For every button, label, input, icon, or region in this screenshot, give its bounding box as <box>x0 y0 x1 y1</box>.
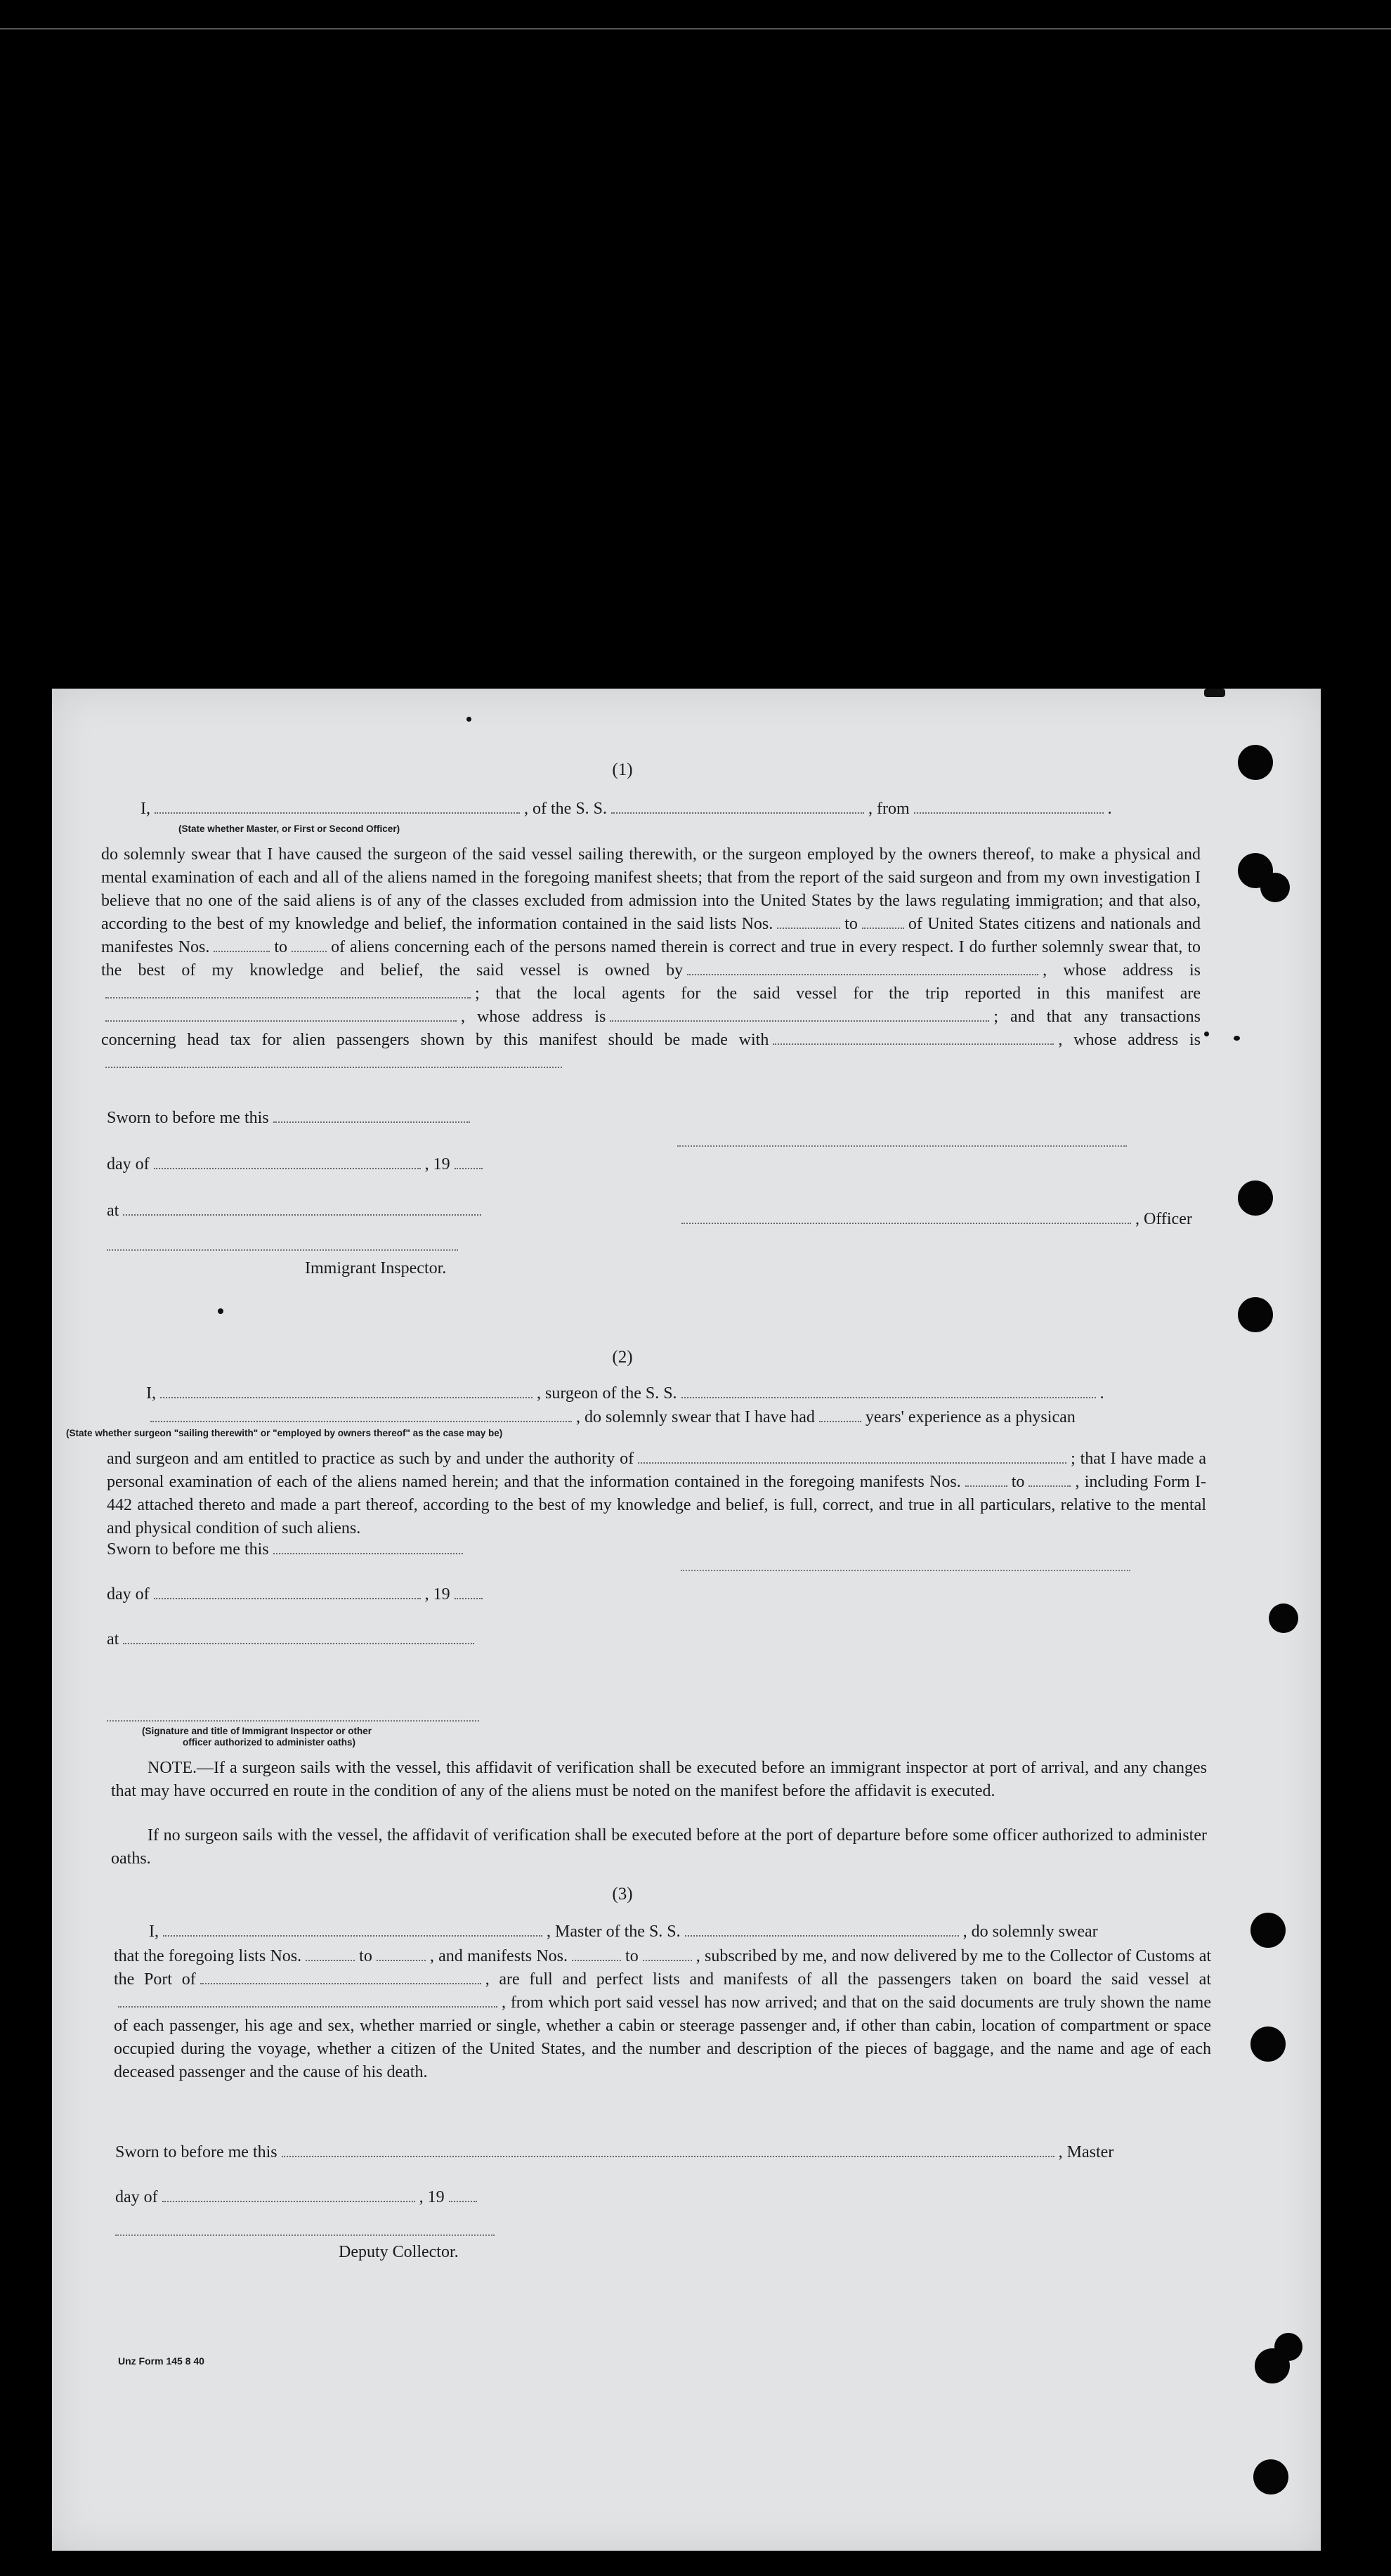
master-name-field[interactable] <box>163 1935 542 1937</box>
binding-hole <box>1269 1604 1298 1633</box>
from-port-field[interactable] <box>914 812 1104 814</box>
surgeon-signature-line[interactable] <box>681 1570 1130 1571</box>
surgeon-type-field[interactable] <box>150 1421 572 1422</box>
pronoun-i: I, <box>141 800 150 818</box>
surgeon-manifests-to-field[interactable] <box>1028 1485 1071 1487</box>
of-the-ss-label: , of the S. S. <box>524 800 608 818</box>
year-field-2[interactable] <box>455 1598 483 1599</box>
binding-hole <box>1253 2459 1288 2494</box>
agents-address-field[interactable] <box>610 1020 989 1022</box>
officer-name-field[interactable] <box>155 812 520 814</box>
day-of-line-2: day of , 19 <box>107 1585 487 1604</box>
day-month-field-1[interactable] <box>154 1168 421 1169</box>
day-month-field-2[interactable] <box>154 1598 421 1599</box>
day-of-line-1: day of , 19 <box>107 1155 487 1174</box>
sworn-line-1: Sworn to before me this <box>107 1109 474 1128</box>
manifest-affidavit-page <box>52 689 1321 2551</box>
master-manifests-to-field[interactable] <box>643 1960 692 1961</box>
officer-signature-line: , Officer <box>677 1210 1192 1229</box>
head-tax-address-field[interactable] <box>105 1067 562 1068</box>
inspector-signature-line[interactable] <box>107 1249 458 1251</box>
deputy-collector-label: Deputy Collector. <box>339 2243 459 2261</box>
section-3-body: that the foregoing lists Nos. to , and manifests Nos. to , subscribed by me, and now delivered by me to the Collector of Customs at the Port of , are full and perfect lists and manifests of all the passengers taken on board the said vessel at, from which port said vessel has now arrived; and that on the said documents are truly shown the name of each passenger, his age and sex, whether married or single, whether a cabin or steerage passenger and, if other than cabin, location of compartment or space occupied during the voyage, whether a citizen of the United States, and the number and description of the pieces of baggage, and the name and age of each deceased passenger and the cause of his death. <box>114 1947 1212 2081</box>
master-lists-to-field[interactable] <box>377 1960 426 1961</box>
deputy-signature-line[interactable] <box>115 2235 495 2236</box>
sworn-line-2: Sworn to before me this <box>107 1540 467 1559</box>
year-field-3[interactable] <box>449 2201 477 2202</box>
master-lists-nos-field[interactable] <box>306 1960 355 1961</box>
binding-hole <box>1260 873 1290 902</box>
surgeon-manifests-nos-field[interactable] <box>965 1485 1007 1487</box>
section-3-line-1: I, , Master of the S. S. , do solemnly swear <box>149 1923 1098 1941</box>
manifests-nos-field[interactable] <box>214 951 270 952</box>
binding-hole <box>1238 745 1273 780</box>
section-2-number: (2) <box>612 1348 633 1367</box>
section-3-number: (3) <box>612 1885 633 1904</box>
section-1-body: do solemnly swear that I have caused the surgeon of the said vessel sailing therewith, or the surgeon employed by the owners thereof, to make a physical and mental examination of each and all of the aliens named in the foregoing manifest sheets; that from the report of the said surgeon and from my own investigation I believe that no one of the said aliens is of any of the classes excluded from admission into the United States by the laws regulating immigration; and that also, according to the best of my knowledge and belief, the information contained in the said lists Nos. to of United States citizens and nationals and manifestes Nos. to of aliens concerning each of the persons named therein is correct and true in every respect. I do further solemnly swear that, to the best of my knowledge and belief, the said vessel is owned by , whose address is; that the local agents for the said vessel for the trip reported in this manifest are, whose address is ; and that any transactions concerning head tax for alien passengers shown by this manifest should be made with , whose address is <box>101 843 1201 1075</box>
manifests-nos-to-field[interactable] <box>292 951 327 952</box>
years-experience-field[interactable] <box>819 1421 861 1422</box>
section-1-line-1: I, , of the S. S. , from . <box>141 800 1112 818</box>
section-2-line-2: , do solemnly swear that I have had years' experience as a physican <box>146 1408 1076 1427</box>
authority-field[interactable] <box>638 1462 1066 1464</box>
binding-hole <box>1250 2027 1286 2062</box>
binding-hole <box>1238 1297 1273 1332</box>
master-vessel-field[interactable] <box>685 1935 959 1937</box>
sworn-line-3: Sworn to before me this , Master <box>115 2143 1114 2161</box>
lists-nos-to-field[interactable] <box>862 928 904 929</box>
year-field-1[interactable] <box>455 1168 483 1169</box>
section-2-body: and surgeon and am entitled to practice as such by and under the authority of ; that I have made a personal examination of each of the aliens named herein; and that the information contained in the foregoing manifests Nos. to , including Form I-442 attached thereto and made a part thereof, according to the best of my knowledge and belief, is full, correct, and true in all particulars, relative to the mental and physical condition of such aliens. <box>107 1450 1207 1537</box>
section-2-line-1: I, , surgeon of the S. S. . <box>146 1384 1104 1403</box>
surgeon-vessel-field[interactable] <box>681 1397 1096 1398</box>
collector-port-field[interactable] <box>200 1983 481 1984</box>
inspector-2-signature-line[interactable] <box>107 1720 479 1722</box>
signature-note-line-2: officer authorized to administer oaths) <box>183 1737 356 1748</box>
binding-hole <box>1238 1180 1273 1216</box>
torn-corner-mark <box>1204 689 1225 697</box>
master-signature-line[interactable] <box>677 1145 1127 1147</box>
at-place-field-1[interactable] <box>123 1214 481 1216</box>
surgeon-name-field[interactable] <box>160 1397 533 1398</box>
master-manifests-nos-field[interactable] <box>572 1960 621 1961</box>
master-sworn-field[interactable] <box>282 2156 1054 2157</box>
embarkation-port-field[interactable] <box>118 2006 497 2008</box>
surgeon-note: (State whether surgeon "sailing therewith" or "employed by owners thereof" as the case may be) <box>66 1428 503 1438</box>
owner-field[interactable] <box>687 974 1038 975</box>
signature-note-line-1: (Signature and title of Immigrant Inspector or other <box>142 1726 372 1736</box>
lists-nos-field[interactable] <box>777 928 840 929</box>
ink-speck <box>466 717 471 722</box>
top-border-line <box>0 28 1391 30</box>
ink-speck <box>218 1308 223 1314</box>
at-place-field-2[interactable] <box>123 1643 474 1644</box>
no-surgeon-paragraph: If no surgeon sails with the vessel, the affidavit of verification shall be executed before at the port of departure before some officer authorized to administer oaths. <box>111 1826 1207 1868</box>
sworn-date-field-2[interactable] <box>273 1553 463 1554</box>
ink-speck <box>1234 1036 1240 1041</box>
sworn-date-field-1[interactable] <box>273 1121 470 1123</box>
officer-note: (State whether Master, or First or Second Officer) <box>178 824 400 834</box>
binding-hole <box>1250 1913 1286 1948</box>
ink-speck <box>1204 1032 1209 1036</box>
local-agents-field[interactable] <box>105 1020 457 1022</box>
head-tax-contact-field[interactable] <box>773 1043 1054 1045</box>
day-of-line-3: day of , 19 <box>115 2188 481 2207</box>
officer-signature-field[interactable] <box>681 1223 1131 1224</box>
immigrant-inspector-label: Immigrant Inspector. <box>305 1259 447 1277</box>
owner-address-field[interactable] <box>105 997 471 998</box>
binding-hole <box>1274 2333 1302 2361</box>
at-line-1: at <box>107 1202 485 1221</box>
day-month-field-3[interactable] <box>162 2201 415 2202</box>
at-line-2: at <box>107 1630 478 1649</box>
note-paragraph: NOTE.—If a surgeon sails with the vessel, this affidavit of verification shall be executed before an immigrant inspector at port of arrival, and any changes that may have occurred en route in the condition of any of the aliens must be noted on the manifest before the affidavit is executed. <box>111 1759 1207 1800</box>
from-label: , from <box>868 800 910 818</box>
form-number: Unz Form 145 8 40 <box>118 2355 204 2367</box>
section-1-number: (1) <box>612 760 633 779</box>
vessel-name-field[interactable] <box>611 812 864 814</box>
